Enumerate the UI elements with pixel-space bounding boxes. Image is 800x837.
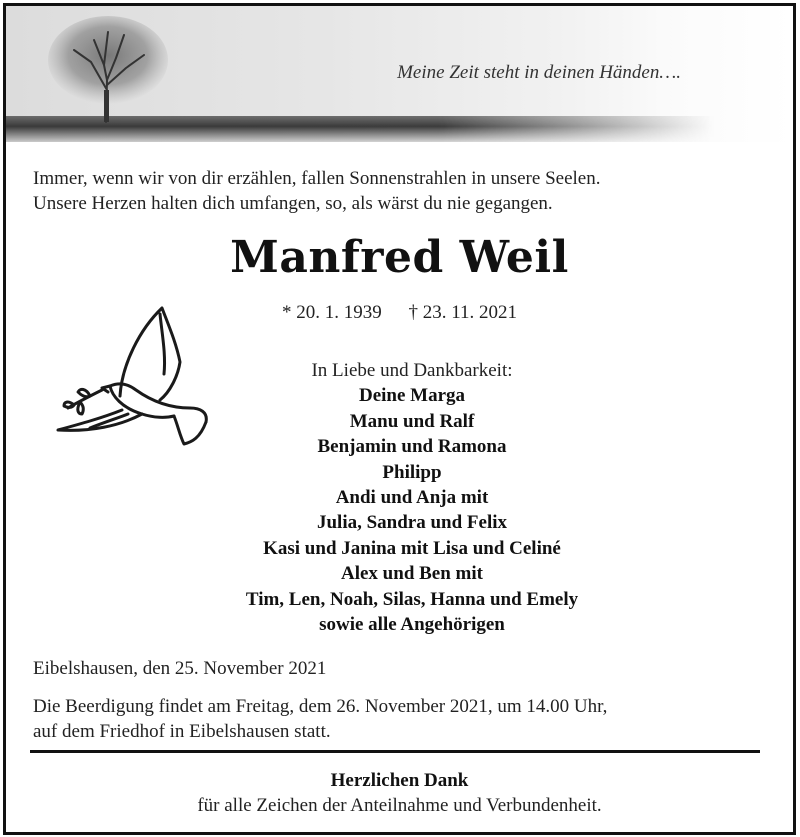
- death-date: † 23. 11. 2021: [408, 302, 518, 323]
- family-intro: In Liebe und Dankbarkeit:: [311, 360, 513, 381]
- family-member: Andi und Anja mit: [335, 487, 489, 509]
- funeral-info: [33, 694, 607, 744]
- family-list: [192, 358, 632, 637]
- family-member: Manu und Ralf: [349, 410, 475, 432]
- thanks-text: für alle Zeichen der Anteilnahme und Verbundenheit.: [197, 795, 602, 816]
- family-member: Kasi und Janina mit Lisa und Celiné: [263, 537, 561, 559]
- family-member: Tim, Len, Noah, Silas, Hanna und Emely: [245, 588, 579, 610]
- dove-icon: [50, 304, 210, 454]
- family-member: Alex und Ben mit: [341, 563, 483, 585]
- tree-icon: [46, 10, 176, 125]
- poem-line: Immer, wenn wir von dir erzählen, fallen Sonnenstrahlen in unsere Seelen.: [33, 168, 601, 189]
- thanks-block: [6, 768, 793, 818]
- poem-line: Unsere Herzen halten dich umfangen, so, als wärst du nie gegangen.: [33, 193, 553, 214]
- birth-date: * 20. 1. 1939: [281, 302, 382, 323]
- motto: Meine Zeit steht in deinen Händen….: [397, 62, 681, 83]
- family-member: Benjamin und Ramona: [317, 436, 507, 458]
- family-member: Philipp: [382, 461, 442, 483]
- family-member: Deine Marga: [358, 385, 466, 407]
- funeral-line: Die Beerdigung findet am Freitag, dem 26. November 2021, um 14.00 Uhr,: [33, 696, 608, 717]
- obituary-notice: [3, 3, 796, 835]
- family-member: Julia, Sandra und Felix: [316, 512, 508, 534]
- family-member: sowie alle Angehörigen: [319, 614, 505, 636]
- poem: [33, 166, 600, 216]
- funeral-line: auf dem Friedhof in Eibelshausen statt.: [33, 721, 331, 742]
- divider: [30, 750, 760, 753]
- thanks-title: Herzlichen Dank: [330, 770, 469, 791]
- deceased-name: Manfred Weil: [230, 232, 569, 283]
- place-date: Eibelshausen, den 25. November 2021: [33, 658, 327, 679]
- header-banner: [6, 6, 793, 142]
